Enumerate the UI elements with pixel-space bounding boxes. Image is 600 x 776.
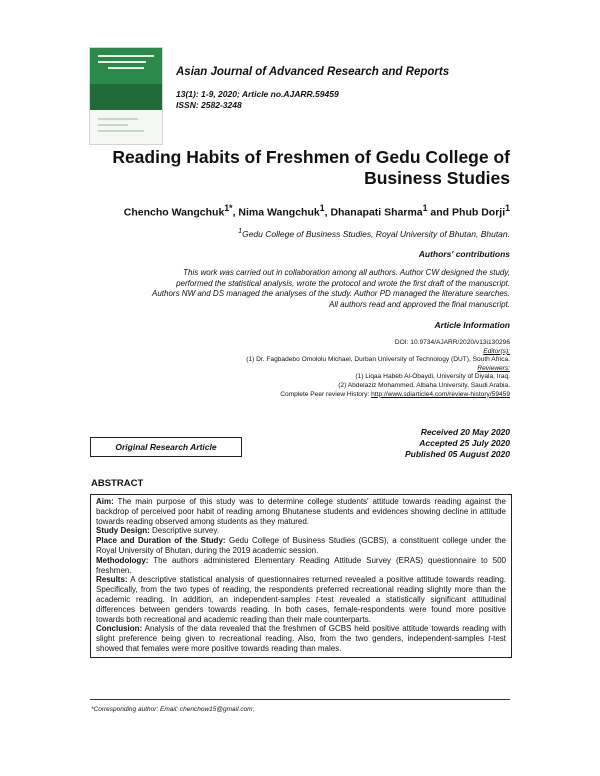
design-label: Study Design: (96, 526, 150, 536)
history-label: Complete Peer review History: (280, 390, 372, 398)
corresponding-author-footnote: *Corresponding author: Email: chenchow15@gmail.com; (91, 706, 255, 713)
doi: DOI: 10.9734/AJARR/2020/v13i130296 (394, 339, 510, 346)
abstract-heading: ABSTRACT (91, 478, 144, 489)
author-sup: 1 (505, 203, 510, 213)
aim-text: The main purpose of this study was to determine college students' attitude towards reading against the backdrop of perceived poor habit of reading among Bhutanese students and evidences showing decline in attitude towards reading observed among students as they matured. (96, 497, 506, 526)
contributions-heading: Authors' contributions (418, 249, 510, 259)
design-text: Descriptive survey. (149, 526, 219, 536)
method-label: Methodology: (96, 555, 149, 565)
author-and: and (427, 206, 453, 219)
author-sup: 1 (319, 203, 325, 213)
journal-meta (176, 89, 339, 111)
journal-issn: ISSN: 2582-3248 (176, 100, 242, 110)
aim-label: Aim: (96, 497, 114, 506)
journal-cover-image (90, 48, 162, 144)
results-label: Results: (96, 575, 128, 585)
affiliation-sup: 1 (238, 227, 243, 235)
editor: (1) Dr. Fagbadebo Omololu Michael, Durban University of Technology (DUT), South Africa. (246, 356, 510, 364)
t-symbol: t (315, 594, 319, 604)
paper-title: Reading Habits of Freshmen of Gedu College of Business Studies (112, 147, 510, 188)
dates-block (300, 427, 510, 460)
author-sep: , (324, 206, 331, 219)
abstract-box (90, 494, 512, 658)
date-received: Received 20 May 2020 (420, 427, 510, 437)
abstract-conclusion (96, 624, 506, 653)
review-history (60, 391, 510, 400)
contributions-line: performed the statistical analysis, wrote the protocol and wrote the first draft of the manuscript. (176, 278, 510, 288)
abstract-method (96, 556, 506, 576)
author-name: Dhanapati Sharma (330, 206, 423, 219)
author-sup: 1* (224, 203, 233, 213)
author-sep: , (232, 206, 239, 219)
date-published: Published 05 August 2020 (404, 449, 510, 459)
results-text: A descriptive statistical analysis of questionnaires returned revealed a positive attitude towards reading. Specifically, from the two types of reading, the respondents preferred recreational reading slightly more than the academic reading. In addition, an independent-samples (96, 575, 506, 604)
author-name: Chencho Wangchuk (123, 206, 225, 219)
place-text: Gedu College of Business Studies (GCBS), a constituent college under the Royal University of Bhutan, during the 2019 academic session. (96, 536, 506, 555)
conclusion-label: Conclusion: (96, 624, 143, 634)
method-text: The authors administered Elementary Reading Attitude Survey (ERAS) questionnaire to 500 freshmen. (96, 555, 506, 575)
abstract-design (96, 526, 506, 536)
date-accepted: Accepted 25 July 2020 (419, 438, 510, 448)
abstract-place (96, 536, 506, 556)
article-type-badge: Original Research Article (90, 437, 242, 457)
place-label: Place and Duration of the Study: (96, 536, 226, 546)
article-info-heading: Article Information (434, 320, 510, 330)
review-history-link[interactable]: http://www.sdiarticle4.com/review-history/59459 (371, 390, 510, 398)
author-name: Phub Dorji (452, 206, 506, 219)
reviewers-label: Reviewers: (477, 364, 510, 372)
contributions-text (60, 268, 510, 310)
t-symbol: t (488, 634, 491, 644)
journal-name: Asian Journal of Advanced Research and Reports (176, 66, 450, 78)
abstract-results (96, 575, 506, 624)
author-sup: 1 (422, 203, 428, 213)
conclusion-text: -test showed that females were more positive towards reading than males. (96, 634, 506, 653)
editor-label: Editor(s): (483, 347, 510, 355)
article-info (60, 339, 510, 399)
reviewer: (2) Abdelaziz Mohammed, Albaha University, Saudi Arabia. (338, 381, 510, 389)
affiliation-text: Gedu College of Business Studies, Royal University of Bhutan, Bhutan. (242, 228, 510, 239)
author-name: Nima Wangchuk (238, 206, 320, 219)
contributions-line: This work was carried out in collaboration among all authors. Author CW designed the study, (183, 268, 510, 277)
abstract-aim (96, 497, 506, 526)
results-text: -test revealed a statistically significant attitudinal differences between genders towards reading. In both cases, female-respondents were found more positive towards both recreational and academic reading than their male counterparts. (96, 594, 507, 624)
contributions-line: All authors read and approved the final manuscript. (329, 299, 510, 309)
reviewer: (1) Liqaa Habeb Al-Obaydi, University of Diyala, Iraq. (355, 373, 510, 381)
journal-citation: 13(1): 1-9, 2020; Article no.AJARR.59459 (176, 89, 339, 99)
contributions-line: Authors NW and DS managed the analyses of the study. Author PD managed the literature searches. (152, 289, 510, 298)
footnote-divider (90, 699, 510, 700)
author-list (60, 203, 510, 219)
affiliation (60, 227, 510, 239)
conclusion-text: Analysis of the data revealed that the freshmen of GCBS held positive attitude towards reading with slight preference being given to recreational reading. Also, from the two genders, independent-samples (96, 624, 506, 644)
